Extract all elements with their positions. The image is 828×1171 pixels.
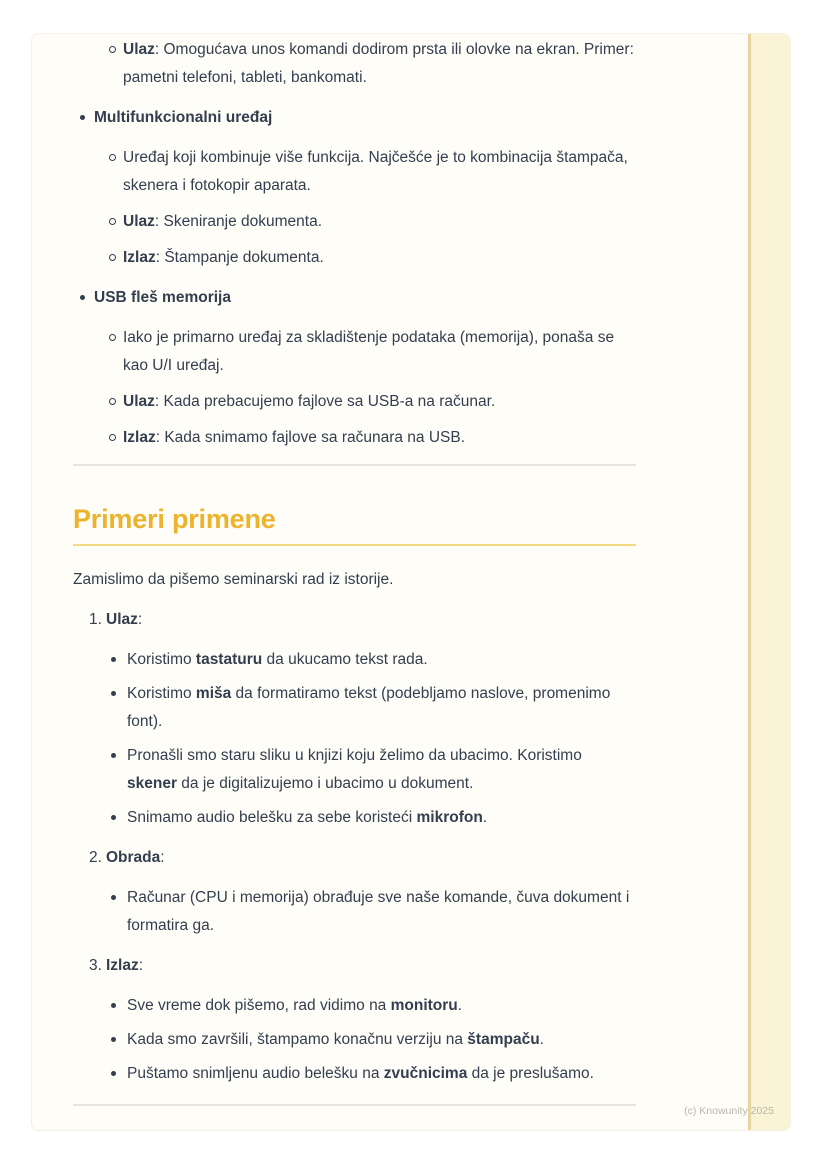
bold-text: zvučnicima [383, 1065, 468, 1082]
step-sub-item [73, 1026, 636, 1054]
bullet-circle-icon [109, 46, 116, 53]
step-sub-item [73, 742, 636, 798]
page-edge-stripe [748, 34, 790, 1130]
bold-text: Izlaz [123, 249, 156, 266]
text: : Skeniranje dokumenta. [154, 213, 323, 230]
device-sub-list [73, 36, 636, 92]
step-sub-item [73, 1060, 636, 1088]
bold-text: tastaturu [195, 651, 263, 668]
device-sub-item [73, 388, 636, 416]
bullet-disc-icon [111, 895, 116, 900]
step-item [73, 844, 636, 940]
bold-text: Ulaz [123, 393, 155, 410]
text: Iako je primarno uređaj za skladištenje podataka (memorija), ponaša se kao U/I uređaj. [123, 329, 615, 374]
step-title [73, 844, 636, 872]
section-divider [73, 464, 636, 466]
text: Koristimo [127, 685, 196, 702]
bold-text: monitoru [390, 997, 458, 1014]
text: da je preslušamo. [467, 1065, 594, 1082]
document-page [31, 33, 791, 1131]
steps-list [73, 606, 636, 1088]
bullet-circle-icon [109, 254, 116, 261]
heading-underline [73, 544, 636, 546]
bullet-circle-icon [109, 218, 116, 225]
device-sub-item [73, 424, 636, 452]
step-number: 1. [89, 611, 102, 628]
step-title [73, 952, 636, 980]
footer-divider [73, 1104, 636, 1106]
text: Pronašli smo staru sliku u knjizi koju želimo da ubacimo. Koristimo [127, 747, 582, 764]
copyright-footer: (c) Knowunity 2025 [684, 1105, 774, 1117]
bullet-disc-icon [80, 295, 85, 300]
step-sub-item [73, 680, 636, 736]
bold-text: Ulaz [106, 611, 138, 628]
bold-text: Izlaz [123, 429, 156, 446]
document-content [73, 34, 636, 1106]
text: : [160, 849, 165, 866]
text: da je digitalizujemo i ubacimo u dokument. [176, 775, 474, 792]
text: : [138, 957, 144, 974]
bullet-disc-icon [80, 115, 85, 120]
bold-text: štampaču [467, 1031, 540, 1048]
text: : Omogućava unos komandi dodirom prsta ili olovke na ekran. Primer: pametni telefoni, tableti, bankomati. [123, 41, 634, 86]
step-number: 3. [89, 957, 102, 974]
bullet-circle-icon [109, 434, 116, 441]
text: . [539, 1031, 544, 1048]
device-sub-list [73, 324, 636, 452]
bold-text: Ulaz [123, 41, 155, 58]
text: Uređaj koji kombinuje više funkcija. Najčešće je to kombinacija štampača, skenera i fotokopir aparata. [123, 149, 628, 194]
step-title [73, 606, 636, 634]
device-sub-item [73, 324, 636, 380]
text: : Kada snimamo fajlove sa računara na USB. [155, 429, 466, 446]
device-sub-item [73, 144, 636, 200]
bold-text: Multifunkcionalni uređaj [94, 109, 273, 126]
text: Koristimo [127, 651, 196, 668]
device-title [73, 284, 636, 312]
bold-text: USB fleš memorija [94, 289, 231, 306]
text: da ukucamo tekst rada. [262, 651, 428, 668]
step-sub-item [73, 804, 636, 832]
bullet-disc-icon [111, 753, 116, 758]
bullet-disc-icon [111, 1071, 116, 1076]
device-sub-item [73, 244, 636, 272]
text: Računar (CPU i memorija) obrađuje sve naše komande, čuva dokument i formatira ga. [127, 889, 630, 934]
bold-text: Obrada [106, 849, 161, 866]
device-list-item [73, 284, 636, 452]
bullet-circle-icon [109, 154, 116, 161]
text: da formatiramo tekst (podebljamo naslove, promenimo font). [127, 685, 611, 730]
step-sub-list [73, 884, 636, 940]
bullet-circle-icon [109, 398, 116, 405]
section-heading: Primeri primene [73, 504, 276, 534]
bold-text: mikrofon [416, 809, 483, 826]
device-list-item [73, 36, 636, 92]
device-sub-item [73, 36, 636, 92]
bold-text: Izlaz [106, 957, 139, 974]
text: . [482, 809, 488, 826]
device-title [73, 104, 636, 132]
bullet-disc-icon [111, 815, 116, 820]
device-sub-item [73, 208, 636, 236]
step-number: 2. [89, 849, 102, 866]
bullet-disc-icon [111, 1037, 116, 1042]
bullet-disc-icon [111, 691, 116, 696]
step-sub-item [73, 884, 636, 940]
text: : Štampanje dokumenta. [155, 249, 324, 266]
bullet-circle-icon [109, 334, 116, 341]
text: . [457, 997, 463, 1014]
text: : Kada prebacujemo fajlove sa USB-a na računar. [154, 393, 496, 410]
text: Kada smo završili, štampamo konačnu verziju na [127, 1031, 468, 1048]
bullet-disc-icon [111, 1003, 116, 1008]
step-sub-item [73, 992, 636, 1020]
step-item [73, 952, 636, 1088]
device-list [73, 36, 636, 452]
bullet-disc-icon [111, 657, 116, 662]
bold-text: miša [195, 685, 232, 702]
text: Snimamo audio belešku za sebe koristeći [127, 809, 417, 826]
text: : [137, 611, 143, 628]
bold-text: skener [127, 775, 177, 792]
device-sub-list [73, 144, 636, 272]
text: Sve vreme dok pišemo, rad vidimo na [127, 997, 391, 1014]
step-sub-list [73, 992, 636, 1088]
intro-paragraph: Zamislimo da pišemo seminarski rad iz istorije. [73, 571, 394, 588]
step-sub-item [73, 646, 636, 674]
text: Puštamo snimljenu audio belešku na [127, 1065, 384, 1082]
device-list-item [73, 104, 636, 272]
step-sub-list [73, 646, 636, 832]
bold-text: Ulaz [123, 213, 155, 230]
step-item [73, 606, 636, 832]
